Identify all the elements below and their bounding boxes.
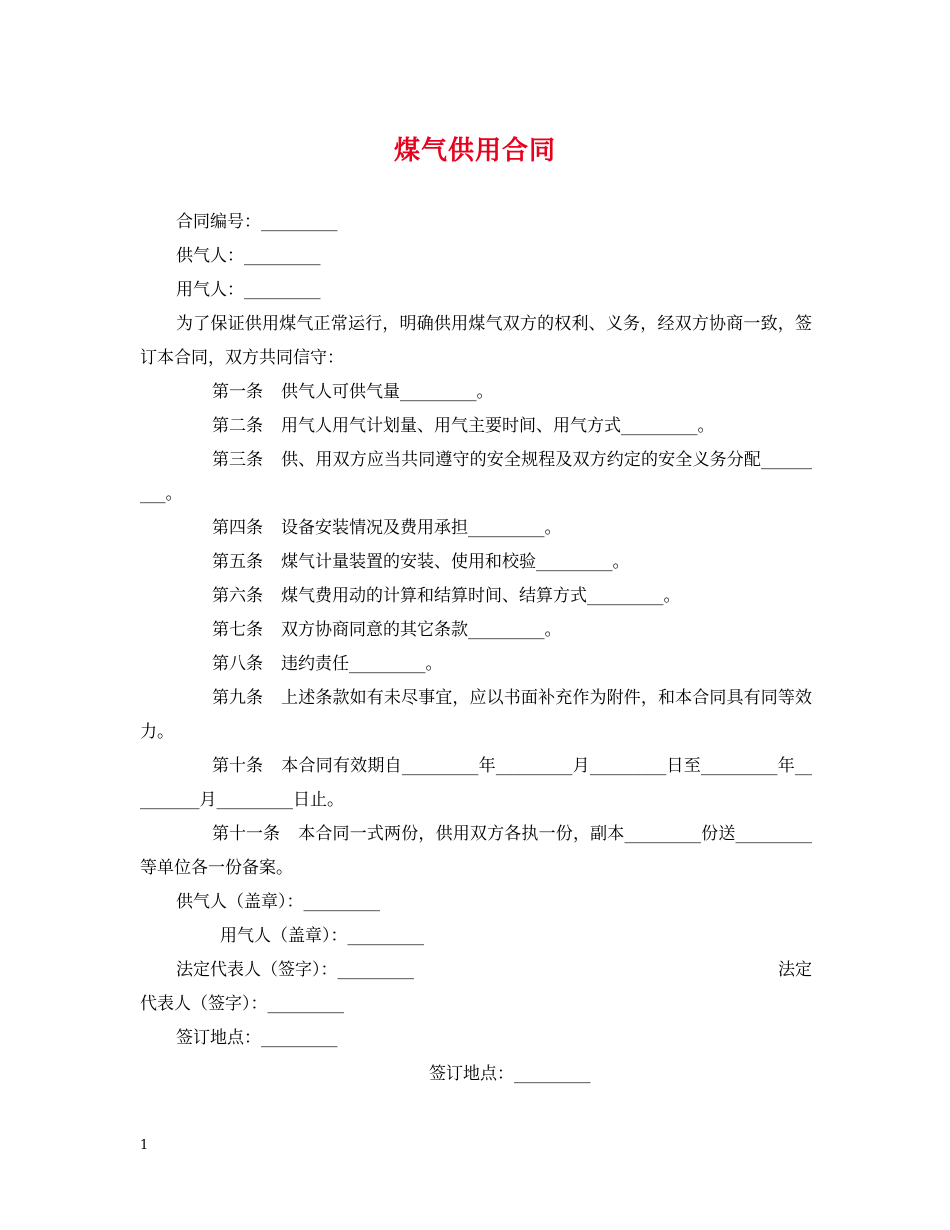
article-label: 第一条 bbox=[212, 382, 263, 402]
article-text: 本合同有效期自_________年_________月_________日至_________年_________月_________日止。 bbox=[140, 756, 812, 810]
article-label: 第四条 bbox=[212, 518, 263, 538]
preamble: 为了保证供用煤气正常运行，明确供用煤气双方的权利、义务，经双方协商一致，签订本合同，双方共同信守： bbox=[140, 314, 812, 368]
article-label: 第五条 bbox=[212, 552, 263, 572]
legal-rep-2-prefix: 法定 bbox=[778, 960, 812, 980]
article-5 bbox=[140, 545, 812, 579]
article-9 bbox=[140, 681, 812, 749]
article-8 bbox=[140, 647, 812, 681]
user-line: 用气人：_________ bbox=[176, 280, 321, 300]
article-text: 设备安装情况及费用承担_________。 bbox=[281, 518, 562, 538]
article-text: 用气人用气计划量、用气主要时间、用气方式_________。 bbox=[281, 416, 715, 436]
article-text: 煤气计量装置的安装、使用和校验_________。 bbox=[281, 552, 630, 572]
article-text: 双方协商同意的其它条款_________。 bbox=[281, 620, 562, 640]
legal-rep-row bbox=[140, 953, 812, 987]
article-3 bbox=[140, 443, 812, 511]
article-text: 违约责任_________。 bbox=[281, 654, 443, 674]
article-label: 第十一条 bbox=[212, 824, 280, 844]
contract-number-line: 合同编号：_________ bbox=[176, 212, 338, 232]
article-label: 第九条 bbox=[212, 688, 263, 708]
supplier-seal-line: 供气人（盖章）：_________ bbox=[176, 892, 380, 912]
article-text: 上述条款如有未尽事宜，应以书面补充作为附件，和本合同具有同等效力。 bbox=[140, 688, 812, 742]
user-seal-line: 用气人（盖章）：_________ bbox=[220, 926, 424, 946]
article-1 bbox=[140, 375, 812, 409]
supplier-line: 供气人：_________ bbox=[176, 246, 321, 266]
article-text: 供、用双方应当共同遵守的安全规程及双方约定的安全义务分配_________。 bbox=[140, 450, 812, 504]
article-2 bbox=[140, 409, 812, 443]
article-7 bbox=[140, 613, 812, 647]
document-title: 煤气供用合同 bbox=[393, 136, 556, 166]
page-number: 1 bbox=[140, 1138, 149, 1153]
article-label: 第八条 bbox=[212, 654, 263, 674]
article-6 bbox=[140, 579, 812, 613]
article-label: 第十条 bbox=[212, 756, 263, 776]
sign-place-1: 签订地点：_________ bbox=[176, 1028, 338, 1048]
contract-body bbox=[140, 205, 812, 1091]
article-label: 第七条 bbox=[212, 620, 263, 640]
legal-rep-1: 法定代表人（签字）：_________ bbox=[176, 960, 414, 980]
sign-place-2: 签订地点：_________ bbox=[429, 1064, 591, 1084]
article-label: 第六条 bbox=[212, 586, 263, 606]
article-11 bbox=[140, 817, 812, 885]
article-label: 第三条 bbox=[212, 450, 263, 470]
article-text: 本合同一式两份，供用双方各执一份，副本_________份送_________等单位各一份备案。 bbox=[140, 824, 812, 878]
article-label: 第二条 bbox=[212, 416, 263, 436]
article-text: 煤气费用动的计算和结算时间、结算方式_________。 bbox=[281, 586, 681, 606]
article-text: 供气人可供气量_________。 bbox=[281, 382, 494, 402]
article-10 bbox=[140, 749, 812, 817]
legal-rep-2-rest: 代表人（签字）：_________ bbox=[140, 994, 344, 1014]
article-4 bbox=[140, 511, 812, 545]
